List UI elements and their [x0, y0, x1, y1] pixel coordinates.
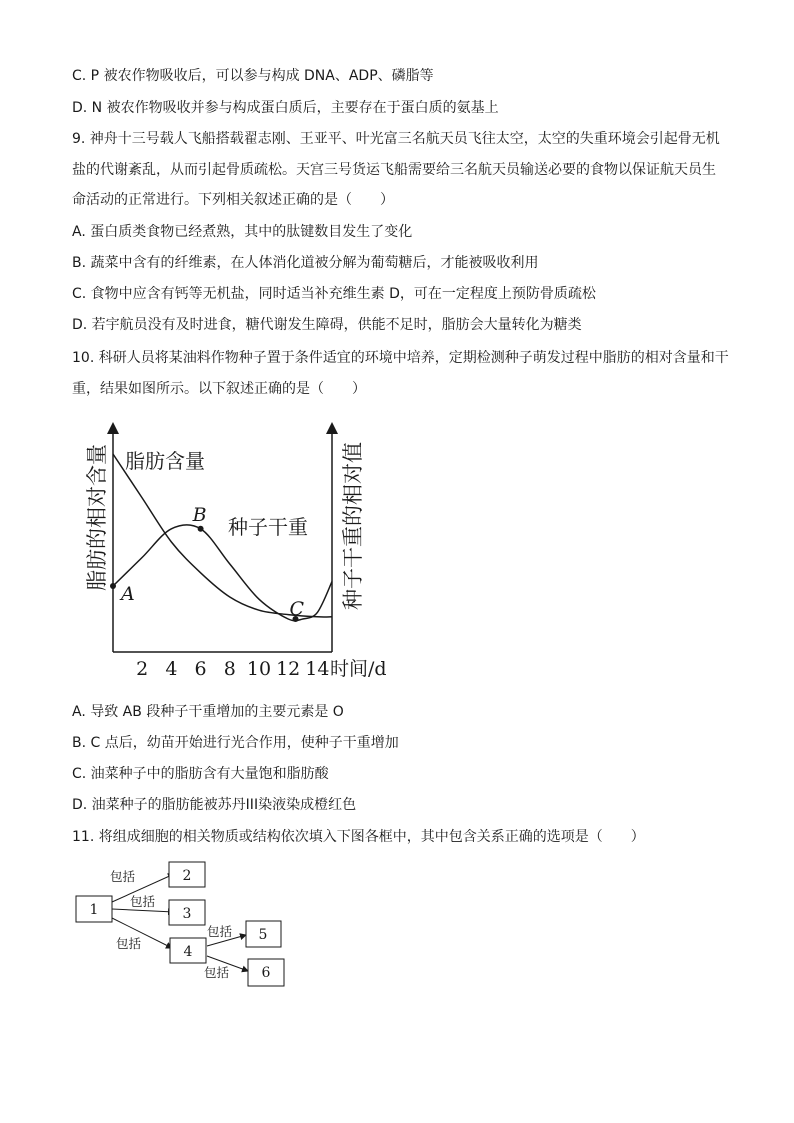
box-label-2: 2 — [182, 868, 192, 884]
series-label-fat: 脂肪含量 — [125, 449, 205, 473]
x-tick-label: 6 — [194, 658, 207, 680]
point-label-b: B — [192, 503, 207, 526]
edge-label-4-5: 包括 — [207, 924, 233, 939]
q9-option-c: C. 食物中应含有钙等无机盐，同时适当补充维生素 D，可在一定程度上预防骨质疏松 — [72, 286, 596, 302]
q9-option-b: B. 蔬菜中含有的纤维素，在人体消化道被分解为葡萄糖后，才能被吸收利用 — [72, 255, 539, 271]
x-tick-labels — [136, 658, 329, 680]
edge-label-1-3: 包括 — [130, 894, 156, 909]
edge-label-4-6: 包括 — [204, 965, 230, 980]
x-tick-label: 14 — [305, 658, 330, 680]
point-b — [198, 526, 204, 532]
inclusion-diagram — [70, 856, 300, 996]
x-axis-title: 时间/d — [330, 658, 387, 680]
question-9-line-3: 命活动的正常进行。下列相关叙述正确的是（ ） — [72, 192, 394, 208]
box-label-4: 4 — [183, 944, 193, 960]
x-tick-label: 8 — [223, 658, 236, 680]
q9-option-a: A. 蛋白质类食物已经煮熟，其中的肽键数目发生了变化 — [72, 224, 413, 240]
series-label-dryweight: 种子干重 — [228, 515, 308, 539]
q10-option-c: C. 油菜种子中的脂肪含有大量饱和脂肪酸 — [72, 766, 329, 782]
x-tick-label: 2 — [136, 658, 149, 680]
x-tick-label: 10 — [246, 658, 272, 680]
question-10-line-2: 重，结果如图所示。以下叙述正确的是（ ） — [72, 381, 366, 397]
q10-option-b: B. C 点后，幼苗开始进行光合作用，使种子干重增加 — [72, 735, 399, 751]
box-label-6: 6 — [261, 965, 271, 981]
box-label-3: 3 — [182, 906, 192, 922]
point-label-c: C — [289, 598, 305, 620]
point-a — [110, 583, 116, 589]
left-axis-title: 脂肪的相对含量 — [85, 444, 109, 591]
box-label-5: 5 — [258, 927, 268, 943]
question-10-line-1: 10. 科研人员将某油料作物种子置于条件适宜的环境中培养，定期检测种子萌发过程中脂肪的相对含量和干 — [72, 350, 729, 366]
fat-dryweight-chart — [70, 418, 400, 680]
box-label-1: 1 — [89, 902, 99, 918]
option-c-prev: C. P 被农作物吸收后，可以参与构成 DNA、ADP、磷脂等 — [72, 68, 434, 84]
edge-1-3 — [112, 909, 174, 912]
q10-option-d: D. 油菜种子的脂肪能被苏丹III染液染成橙红色 — [72, 797, 357, 813]
question-9-line-2: 盐的代谢紊乱，从而引起骨质疏松。天宫三号货运飞船需要给三名航天员输送必要的食物以保证航天员生 — [72, 162, 716, 178]
edge-label-1-4: 包括 — [116, 936, 142, 951]
question-11-line-1: 11. 将组成细胞的相关物质或结构依次填入下图各框中，其中包含关系正确的选项是（ ） — [72, 829, 645, 845]
edge-label-1-2: 包括 — [110, 869, 136, 884]
x-tick-label: 12 — [276, 658, 301, 680]
question-9-line-1: 9. 神舟十三号载人飞船搭载翟志刚、王亚平、叶光富三名航天员飞往太空，太空的失重环境会引起骨无机 — [72, 131, 720, 147]
x-tick-label: 4 — [165, 658, 178, 680]
q9-option-d: D. 若宇航员没有及时进食，糖代谢发生障碍，供能不足时，脂肪会大量转化为糖类 — [72, 317, 582, 333]
option-d-prev: D. N 被农作物吸收并参与构成蛋白质后，主要存在于蛋白质的氨基上 — [72, 100, 499, 116]
right-axis-title: 种子干重的相对值 — [341, 442, 365, 610]
point-label-a: A — [121, 583, 135, 605]
q10-option-a: A. 导致 AB 段种子干重增加的主要元素是 O — [72, 704, 344, 720]
